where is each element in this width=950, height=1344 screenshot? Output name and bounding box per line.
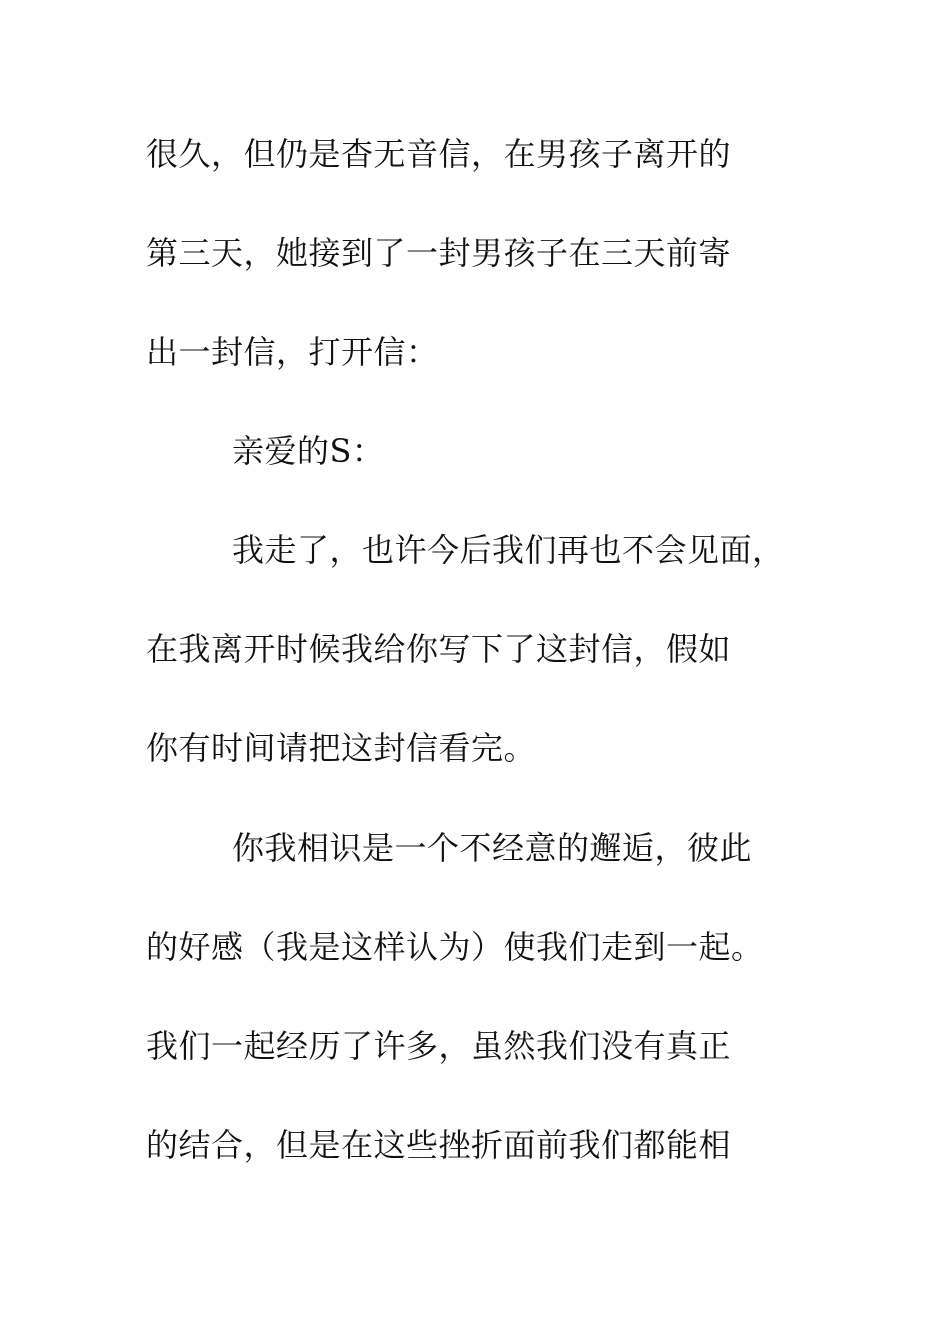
text-line-11: 的结合，但是在这些挫折面前我们都能相 [146,1126,732,1164]
letter-salutation: 亲爱的S： [232,432,385,470]
text-line-9: 的好感（我是这样认为）使我们走到一起。 [146,928,764,966]
text-line-6: 在我离开时候我给你写下了这封信，假如 [146,630,732,668]
text-line-1: 很久，但仍是杳无音信，在男孩子离开的 [146,135,732,173]
text-line-3: 出一封信，打开信： [146,333,439,371]
text-line-10: 我们一起经历了许多，虽然我们没有真正 [146,1027,732,1065]
text-line-5: 我走了，也许今后我们再也不会见面， [232,531,785,569]
text-line-8: 你我相识是一个不经意的邂逅，彼此 [232,829,753,867]
text-line-7: 你有时间请把这封信看完。 [146,729,537,767]
text-line-2: 第三天，她接到了一封男孩子在三天前寄 [146,234,732,272]
